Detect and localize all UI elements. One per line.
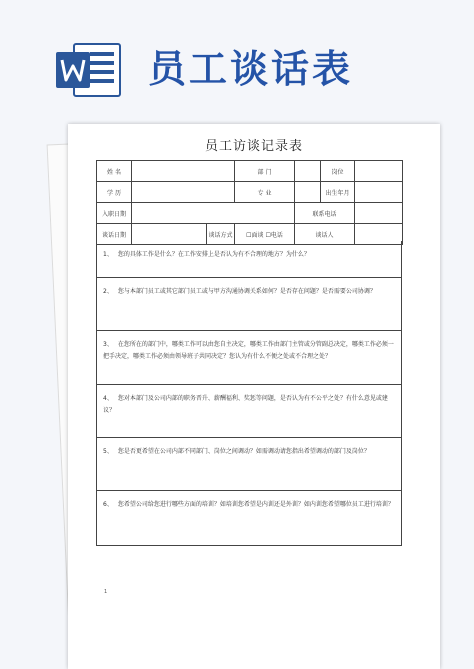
question-text: 6、 您希望公司给您进行哪些方面的培训？如培训您希望是内训还是外训？如内训您希望哪位员工进行培训？ [103, 501, 394, 508]
question-text: 5、 您是否更希望在公司内部不同部门、岗位之间调动？如需调动请您指出希望调动的部门及岗位？ [103, 448, 370, 455]
value-dept [295, 161, 321, 182]
question-block-6 [96, 491, 402, 546]
label-talker: 谈话人 [295, 224, 355, 245]
page-number: 1 [104, 589, 108, 595]
label-education: 学 历 [97, 182, 132, 203]
info-table [96, 160, 403, 245]
document-title: 员工访谈记录表 [204, 139, 303, 154]
banner-title: 员工谈话表 [148, 47, 354, 91]
banner [0, 0, 474, 112]
question-text: 2、 您与本部门员工或其它部门员工或与甲方沟通协调关系如何？是否存在问题？是否需要公司协调？ [103, 288, 376, 295]
question-block-5 [96, 438, 402, 491]
label-join-date: 入职日期 [97, 203, 132, 224]
question-block-4 [96, 385, 402, 438]
document-page [68, 124, 440, 669]
value-name [132, 161, 235, 182]
label-phone: 联系电话 [295, 203, 355, 224]
value-major [295, 182, 321, 203]
word-icon [54, 42, 124, 98]
label-dept: 部 门 [235, 161, 295, 182]
question-block-2 [96, 278, 402, 331]
label-birth: 出生年月 [321, 182, 355, 203]
table-row [97, 203, 403, 224]
label-talk-method: 谈话方式 [207, 224, 235, 245]
talk-method-options: ☐面谈 ☐电话 [235, 224, 295, 245]
question-text: 1、 您的具体工作是什么？在工作安排上是否认为有不合理的地方？为什么？ [103, 251, 310, 258]
value-join-date [132, 203, 295, 224]
question-text: 3、 在您所在的部门中，哪类工作可以由您自主决定，哪类工作由部门主管或分管副总决定，哪类工作必须一把手决定，哪类工作必须由领导班子共同决定？您认为有什么不便之处或不合理之处？ [103, 341, 394, 360]
value-position [355, 161, 403, 182]
table-row [97, 161, 403, 182]
question-block-1 [96, 241, 402, 278]
label-name: 姓 名 [97, 161, 132, 182]
value-birth [355, 182, 403, 203]
label-talk-date: 谈话日期 [97, 224, 132, 245]
label-major: 专 业 [235, 182, 295, 203]
value-education [132, 182, 235, 203]
question-block-3 [96, 331, 402, 385]
label-position: 岗位 [321, 161, 355, 182]
value-phone [355, 203, 403, 224]
table-row [97, 182, 403, 203]
question-text: 4、 您对本部门及公司内部的职务晋升、薪酬福利、奖惩等问题，是否认为有不公平之处？有什么意见或建议？ [103, 395, 388, 414]
